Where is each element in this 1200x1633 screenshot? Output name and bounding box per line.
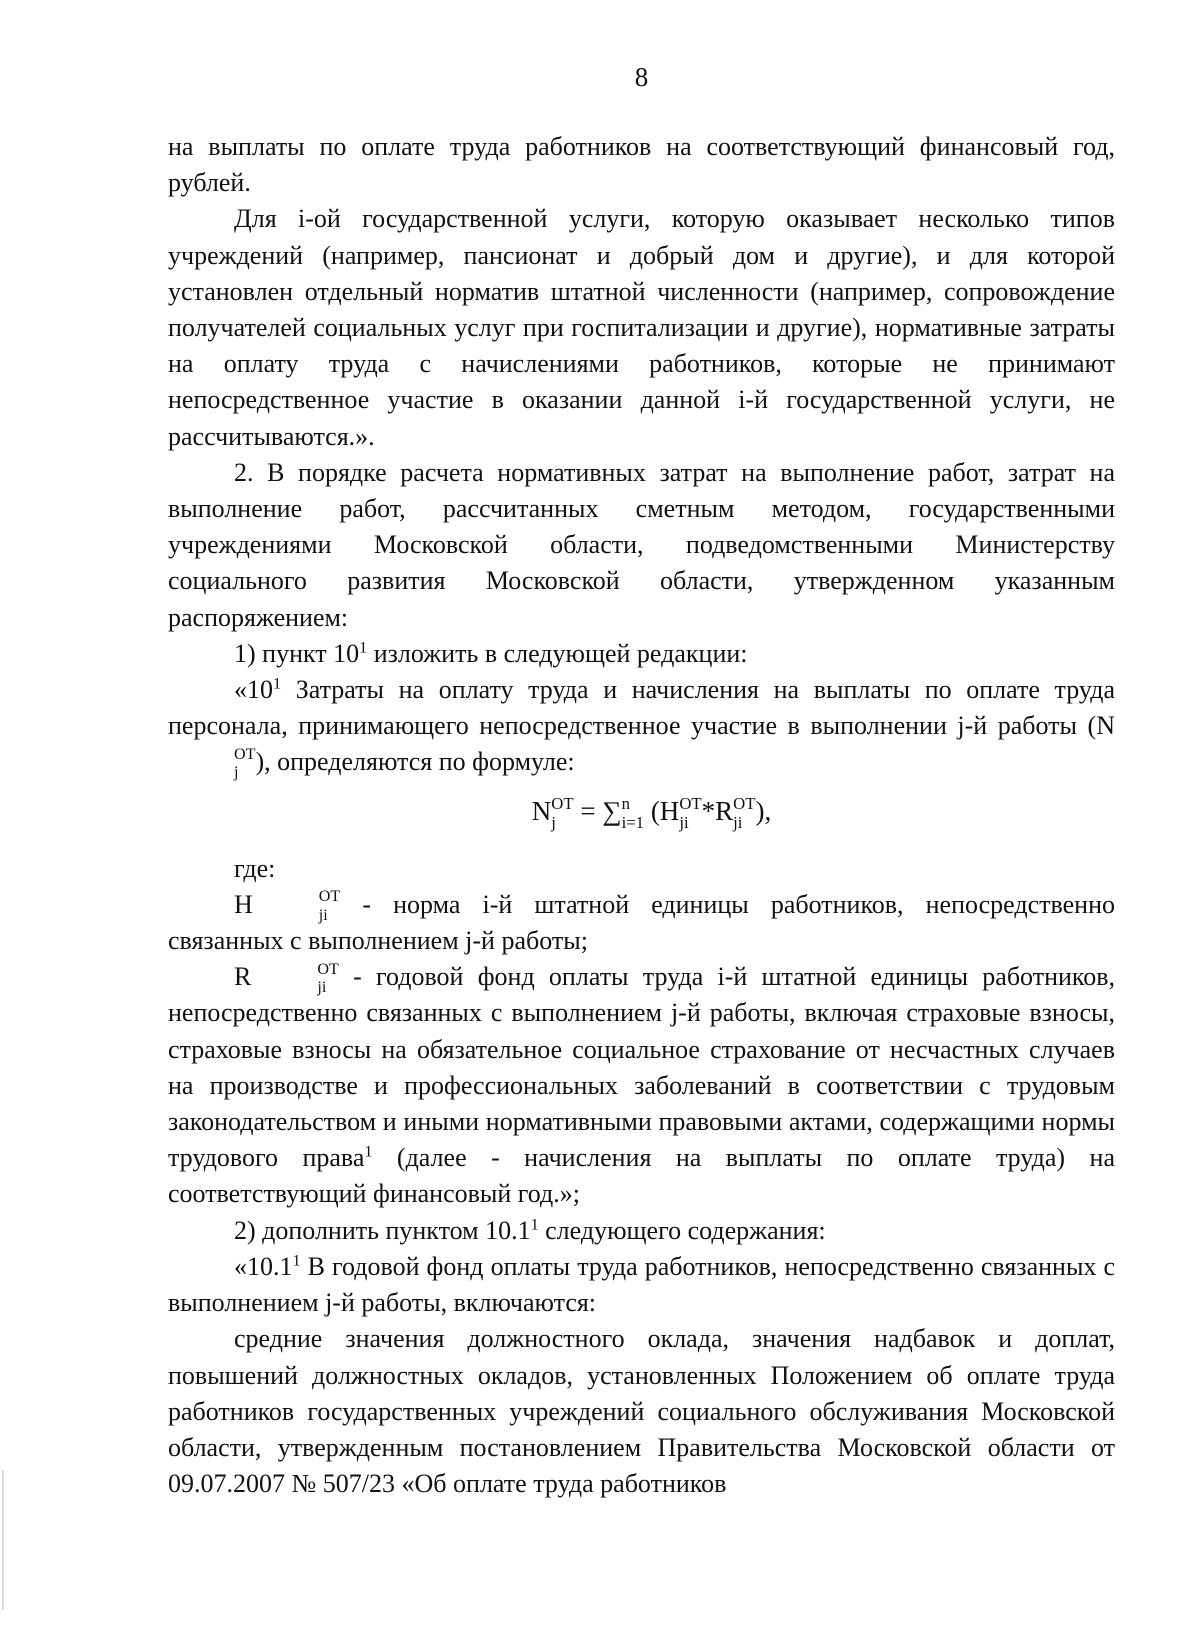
paragraph-point-10-1-1 [168, 1249, 1115, 1321]
paragraph-subitem-1 [168, 636, 1115, 672]
page-number: 8 [634, 62, 649, 92]
subscript: ji [679, 813, 689, 833]
formula-symbol: *R [701, 795, 734, 826]
superscript: OT [317, 960, 339, 978]
superscript: 1 [273, 675, 282, 693]
subscript: j [234, 764, 239, 782]
index-stack [168, 745, 256, 782]
paragraph-state-service: Для i-ой государственной услуги, которую оказывает несколько типов учреждений (например, пансионат и добрый дом и другие), и для которой установлен отдельный норматив штатной численности (например, сопровождение получателей социальных услуг при госпитализации и другие), нормативные затраты на оплату труда с начислениями работников, которые не принимают непосредственное участие в оказании данной i-й государственной услуги, не рассчитываются.». [168, 204, 1115, 451]
text-run: Затраты на оплату труда и начисления на выплаты по оплате труда персонала, принимающего непосредственное участие в выполнении j-й работы (N [168, 675, 1115, 741]
paragraph-average-values: средние значения должностного оклада, значения надбавок и доплат, повышений должностных окладов, установленных Положением об оплате труда работников государственных учреждений социального обслуживания Московской области, утвержденным постановлением Правительства Московской области от 09.07.2007 № 507/23 «Об оплате труда работников [168, 1324, 1115, 1499]
text-run: ), определяются по формуле: [255, 747, 575, 777]
where-label: где: [234, 853, 276, 883]
index-stack [679, 794, 702, 833]
definition-r [168, 959, 1115, 1212]
index-stack [551, 794, 574, 833]
footnote-mark: 1 [364, 1143, 373, 1161]
index-stack [733, 794, 756, 833]
symbol: H [234, 889, 253, 919]
formula-symbol: ), [755, 795, 772, 826]
superscript: OT [234, 745, 256, 763]
subscript: ji [317, 979, 327, 997]
superscript: n [621, 794, 630, 814]
text-run: - норма i-й штатной единицы работников, непосредственно связанных с выполнением j-й работы; [168, 889, 1115, 956]
text-run: 2) дополнить пунктом 10.1 [234, 1215, 531, 1245]
paragraph-subitem-2 [168, 1213, 1115, 1249]
paragraph-continuation: на выплаты по оплате труда работников на соответствующий финансовый год, рублей. [168, 132, 1115, 198]
definition-h [168, 887, 1115, 959]
index-stack [251, 960, 339, 997]
superscript: OT [551, 794, 574, 814]
superscript: OT [733, 794, 756, 814]
superscript: OT [318, 888, 341, 906]
text-run: «10 [234, 675, 273, 705]
subscript: i=1 [621, 813, 645, 833]
text-run: следующего содержания: [538, 1215, 826, 1245]
text-run: (далее - начисления на выплаты по оплате труда) на соответствующий финансовый год.»; [168, 1143, 1115, 1209]
scan-artifact [2, 1470, 4, 1610]
index-stack [253, 888, 341, 924]
formula-symbol: (H [644, 795, 680, 826]
formula-symbol: N [531, 795, 552, 826]
paragraph-item-2: 2. В порядке расчета нормативных затрат на выполнение работ, затрат на выполнение работ, рассчитанных сметным методом, государственными учреждениями Московской области, подведомственными Министерству социального развития Московской области, утвержденном указанным распоряжением: [168, 457, 1115, 632]
text-run: - годовой фонд оплаты труда i-й штатной единицы работников, непосредственно связанных с выполнением j-й работы, включая страховые взносы, страховые взносы на обязательное социальное страхование от несчастных случаев на производстве и профессиональных заболеваний в соответствии с трудовым законодательством и иными нормативными правовыми актами, содержащими нормы трудового права [168, 962, 1115, 1173]
paragraph-point-10-1 [168, 672, 1115, 781]
text-run: изложить в следующей редакции: [367, 638, 748, 668]
superscript: 1 [359, 639, 368, 657]
subscript: ji [733, 813, 743, 833]
formula [168, 793, 1115, 833]
text-run: 1) пункт 10 [234, 638, 360, 668]
formula-sum: = ∑ [573, 795, 622, 826]
superscript: 1 [292, 1252, 301, 1270]
text-run: «10.1 [234, 1251, 293, 1281]
subscript: ji [318, 906, 328, 924]
index-stack [621, 794, 645, 833]
text-run: В годовой фонд оплаты труда работников, непосредственно связанных с выполнением j-й работы, включаются: [168, 1251, 1115, 1318]
subscript: j [551, 813, 556, 833]
superscript: OT [679, 794, 702, 814]
superscript: 1 [530, 1216, 539, 1234]
symbol: R [234, 962, 252, 992]
